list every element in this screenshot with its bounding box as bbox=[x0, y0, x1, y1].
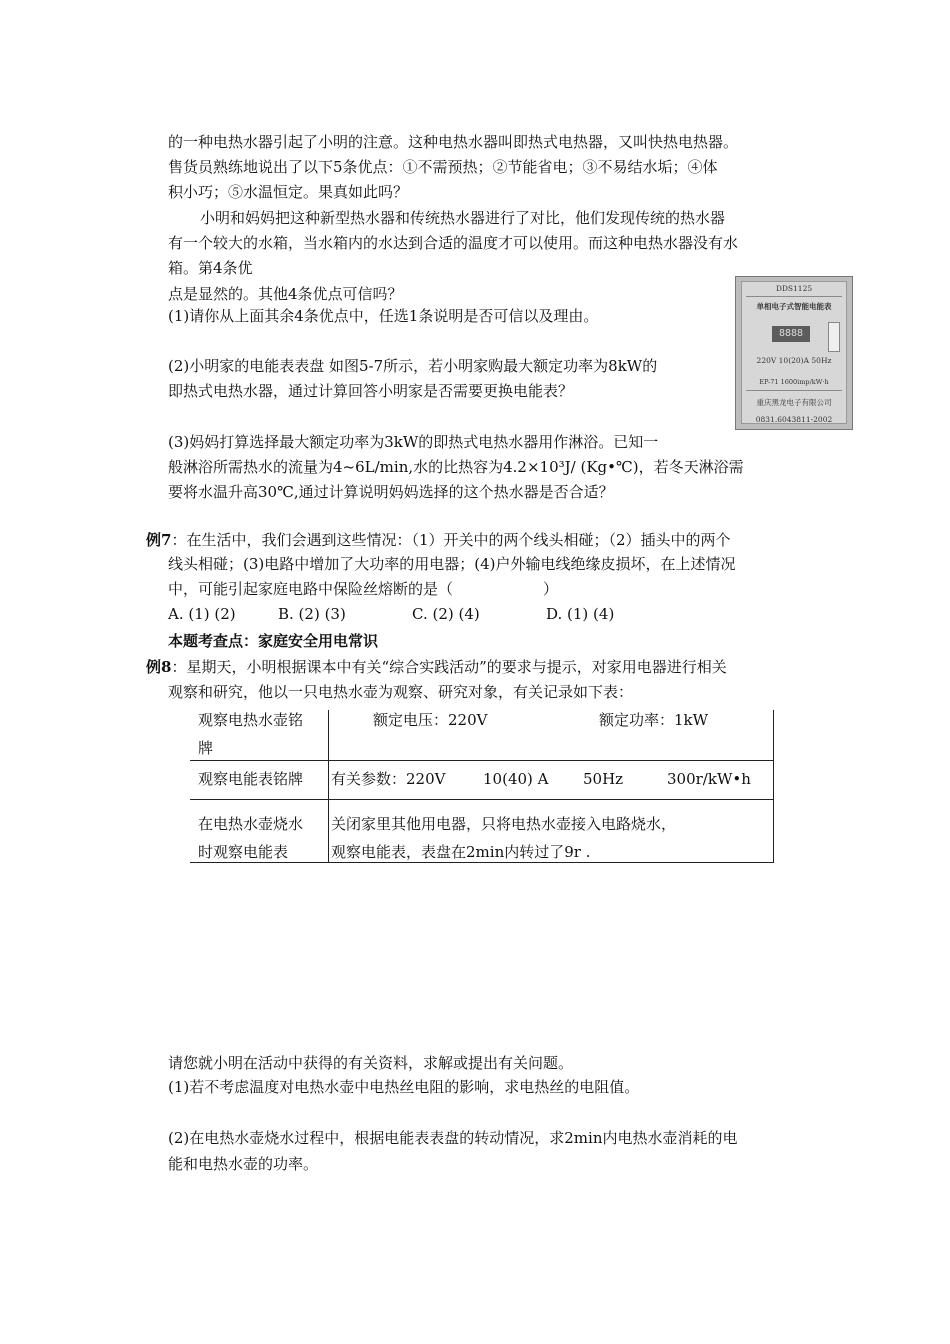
table-row bbox=[190, 710, 774, 761]
option-a: A. (1) (2) bbox=[168, 605, 236, 623]
observe-text-b: 观察电能表，表盘在2min内转过了9r . bbox=[331, 843, 591, 861]
table-cell-value bbox=[329, 761, 774, 800]
option-d: D. (1) (4) bbox=[546, 605, 615, 623]
example-7-label: 例7 bbox=[146, 531, 172, 549]
intro-line-3: 积小巧；⑤水温恒定。果真如此吗？ bbox=[168, 183, 409, 201]
meter-param-frequency: 50Hz bbox=[583, 770, 624, 788]
example-8-line-2: 观察和研究，他以一只电热水壶为观察、研究对象，有关记录如下表： bbox=[168, 683, 634, 701]
table-cell-value bbox=[329, 800, 774, 863]
meter-code: 0831.6043811-2002 bbox=[755, 415, 833, 424]
meter-constant: EP-71 1600imp/kW·h bbox=[759, 378, 829, 386]
observation-table bbox=[190, 710, 774, 863]
table-cell-label bbox=[190, 710, 329, 761]
example-7-text: ：在生活中，我们会遇到这些情况：（1）开关中的两个线头相碰；（2）插头中的两个 bbox=[171, 531, 731, 549]
meter-nameplate-label: 观察电能表铭牌 bbox=[198, 770, 304, 788]
table-cell-label bbox=[190, 761, 329, 800]
example-8-line-1 bbox=[146, 657, 727, 677]
table-row bbox=[190, 761, 774, 800]
intro-line-5: 有一个较大的水箱，当水箱内的水达到合适的温度才可以使用。而这种电热水器没有水 bbox=[168, 234, 739, 252]
question-1: (1)请你从上面其余4条优点中，任选1条说明是否可信以及理由。 bbox=[168, 307, 599, 325]
intro-line-6: 箱。第4条优 bbox=[168, 259, 253, 277]
meter-divider-2 bbox=[746, 390, 842, 391]
option-b: B. (2) (3) bbox=[278, 605, 346, 623]
question-2-line-2: 即热式电热水器，通过计算回答小明家是否需要更换电能表？ bbox=[168, 382, 574, 400]
meter-display: 8888 bbox=[772, 326, 810, 342]
meter-title: 单相电子式智能电能表 bbox=[756, 302, 832, 311]
kettle-nameplate-label-a: 观察电热水壶铭 bbox=[198, 711, 304, 729]
option-c: C. (2) (4) bbox=[412, 605, 480, 623]
electric-meter-photo bbox=[735, 276, 853, 430]
table-row bbox=[190, 800, 774, 863]
ask-question-2-line-2: 能和电热水壶的功率。 bbox=[168, 1155, 319, 1173]
meter-frame bbox=[741, 281, 847, 424]
table-cell-label bbox=[190, 800, 329, 863]
observe-label-a: 在电热水壶烧水 bbox=[198, 815, 304, 833]
meter-param-current: 10(40) A bbox=[483, 770, 549, 788]
question-3-line-2: 般淋浴所需热水的流量为4~6L/min,水的比热容为4.2×10³J/ (Kg•℃)，若冬天淋浴需 bbox=[168, 458, 744, 476]
example-7-line-1 bbox=[146, 530, 731, 550]
ask-question-2-line-1: (2)在电热水壶烧水过程中，根据电能表表盘的转动情况，求2min内电热水壶消耗的电 bbox=[168, 1129, 738, 1147]
question-3-line-3: 要将水温升高30℃,通过计算说明妈妈选择的这个热水器是否合适？ bbox=[168, 483, 614, 501]
question-2-line-1: (2)小明家的电能表表盘 如图5-7所示，若小明家购最大额定功率为8kW的 bbox=[168, 357, 658, 375]
example-8-label: 例8 bbox=[146, 658, 172, 676]
meter-param-voltage: 有关参数：220V bbox=[331, 770, 446, 788]
meter-divider bbox=[746, 296, 842, 297]
exam-point: 本题考查点：家庭安全用电常识 bbox=[168, 632, 379, 650]
meter-param-constant: 300r/kW•h bbox=[667, 770, 751, 788]
question-3-line-1: (3)妈妈打算选择最大额定功率为3kW的即热式电热水器用作淋浴。已知一 bbox=[168, 433, 659, 451]
intro-line-4: 小明和妈妈把这种新型热水器和传统热水器进行了对比，他们发现传统的热水器 bbox=[200, 209, 726, 227]
example-8-text: ：星期天，小明根据课本中有关“综合实践活动”的要求与提示，对家用电器进行相关 bbox=[171, 658, 727, 676]
meter-rating: 220V 10(20)A 50Hz bbox=[756, 356, 832, 365]
observe-text-a: 关闭家里其他用电器，只将电热水壶接入电路烧水， bbox=[331, 815, 677, 833]
example-7-line-3: 中，可能引起家庭电路中保险丝熔断的是（ ） bbox=[168, 580, 559, 598]
rated-voltage: 额定电压：220V bbox=[373, 711, 488, 729]
intro-line-1: 的一种电热水器引起了小明的注意。这种电热水器叫即热式电热器，又叫快热电热器。 bbox=[168, 133, 739, 151]
intro-line-7: 点是显然的。其他4条优点可信吗？ bbox=[168, 285, 403, 303]
ask-question-1: (1)若不考虑温度对电热水壶中电热丝电阻的影响，求电热丝的电阻值。 bbox=[168, 1078, 640, 1096]
meter-maker: 重庆黑龙电子有限公司 bbox=[756, 398, 832, 407]
meter-indicator bbox=[828, 322, 840, 352]
observe-label-b: 时观察电能表 bbox=[198, 843, 289, 861]
meter-header: DDS1125 bbox=[775, 284, 813, 293]
ask-intro: 请您就小明在活动中获得的有关资料，求解或提出有关问题。 bbox=[168, 1054, 574, 1072]
example-7-line-2: 线头相碰；(3)电路中增加了大功率的用电器；(4)户外输电线绝缘皮损坏，在上述情况 bbox=[168, 555, 736, 573]
table-bottom-rule bbox=[190, 862, 332, 863]
table-cell-value bbox=[329, 710, 774, 761]
rated-power: 额定功率：1kW bbox=[599, 711, 709, 729]
kettle-nameplate-label-b: 牌 bbox=[198, 739, 214, 757]
intro-line-2: 售货员熟练地说出了以下5条优点：①不需预热；②节能省电；③不易结水垢；④体 bbox=[168, 158, 718, 176]
